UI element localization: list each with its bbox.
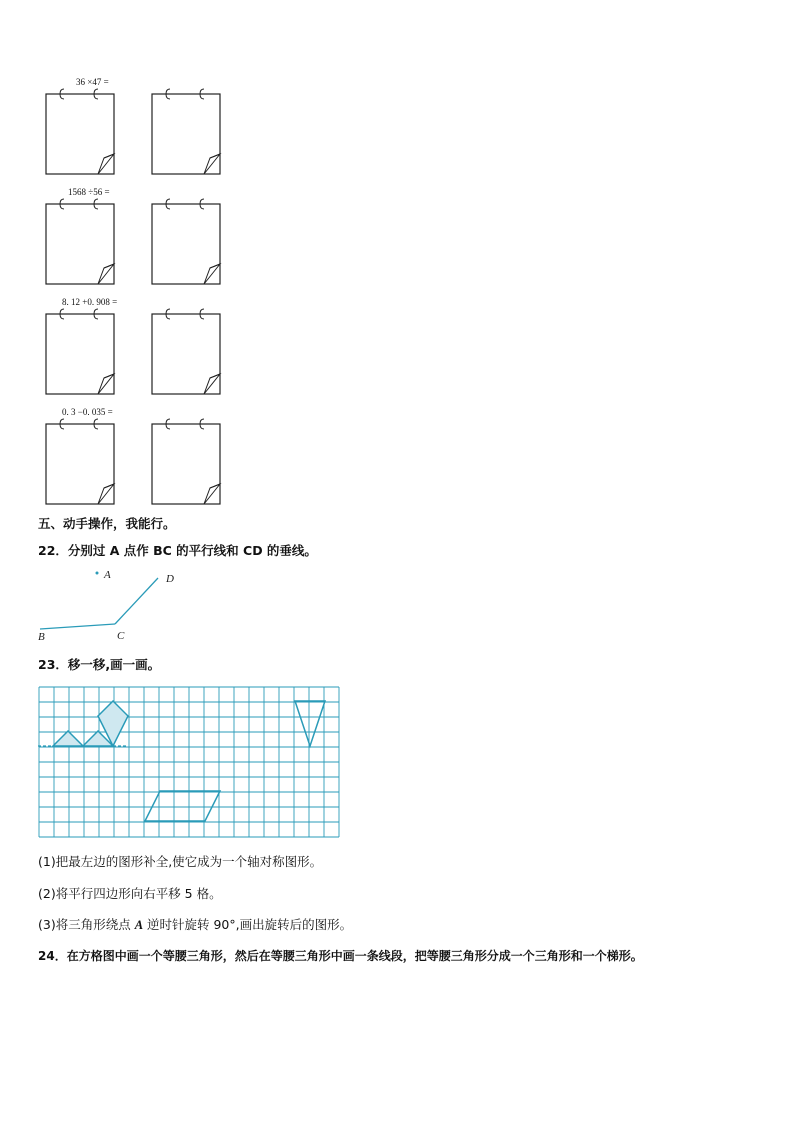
- q22-figure: [30, 565, 200, 645]
- label-a: A: [104, 569, 111, 581]
- label-b: B: [38, 631, 45, 643]
- calc-problem-1: 36 ×47 =: [76, 77, 109, 87]
- parallelogram: [145, 791, 220, 821]
- notepad-icon: [44, 306, 118, 398]
- label-d: D: [166, 573, 174, 585]
- q23-sub-3-point: A: [134, 918, 144, 932]
- question-22-text: 22．分别过 A 点作 BC 的平行线和 CD 的垂线。: [38, 543, 317, 558]
- q23-grid-figure: [38, 686, 342, 838]
- notepad-icon: [150, 416, 224, 508]
- question-24-text: 24．在方格图中画一个等腰三角形，然后在等腰三角形中画一条线段，把等腰三角形分成一个三角形和一个梯形。: [38, 949, 643, 963]
- small-triangle-1: [53, 731, 83, 746]
- q23-sub-3: [38, 915, 352, 933]
- q23-sub-3-part-a: (3)将三角形绕点: [38, 917, 135, 932]
- question-23-title: 23．移一移,画一画。: [38, 657, 161, 672]
- notepad-icon: [150, 196, 224, 288]
- q23-sub-2-text: (2)将平行四边形向右平移 5 格。: [38, 886, 222, 901]
- notepad-icon: [150, 86, 224, 178]
- notepad-icon: [44, 86, 118, 178]
- notepad-icon: [44, 196, 118, 288]
- notepad-icon: [150, 306, 224, 398]
- point-a: [96, 572, 99, 575]
- q23-sub-3-part-b: 逆时针旋转 90°,画出旋转后的图形。: [143, 917, 353, 932]
- section-five-title: 五、动手操作，我能行。: [38, 516, 176, 531]
- calc-problem-2: 1568 ÷56 =: [68, 187, 110, 197]
- q23-sub-2: [38, 884, 222, 902]
- calc-problem-4: 0. 3 −0. 035 =: [62, 407, 113, 417]
- grid: [39, 687, 339, 837]
- line-cd: [115, 578, 158, 624]
- q23-sub-1: (1)把最左边的图形补全,使它成为一个轴对称图形。: [38, 854, 323, 869]
- notepad-icon: [44, 416, 118, 508]
- calc-problem-3: 8. 12 +0. 908 =: [62, 297, 118, 307]
- inverted-triangle: [295, 701, 325, 746]
- label-c: C: [117, 630, 125, 642]
- line-bc: [40, 624, 115, 629]
